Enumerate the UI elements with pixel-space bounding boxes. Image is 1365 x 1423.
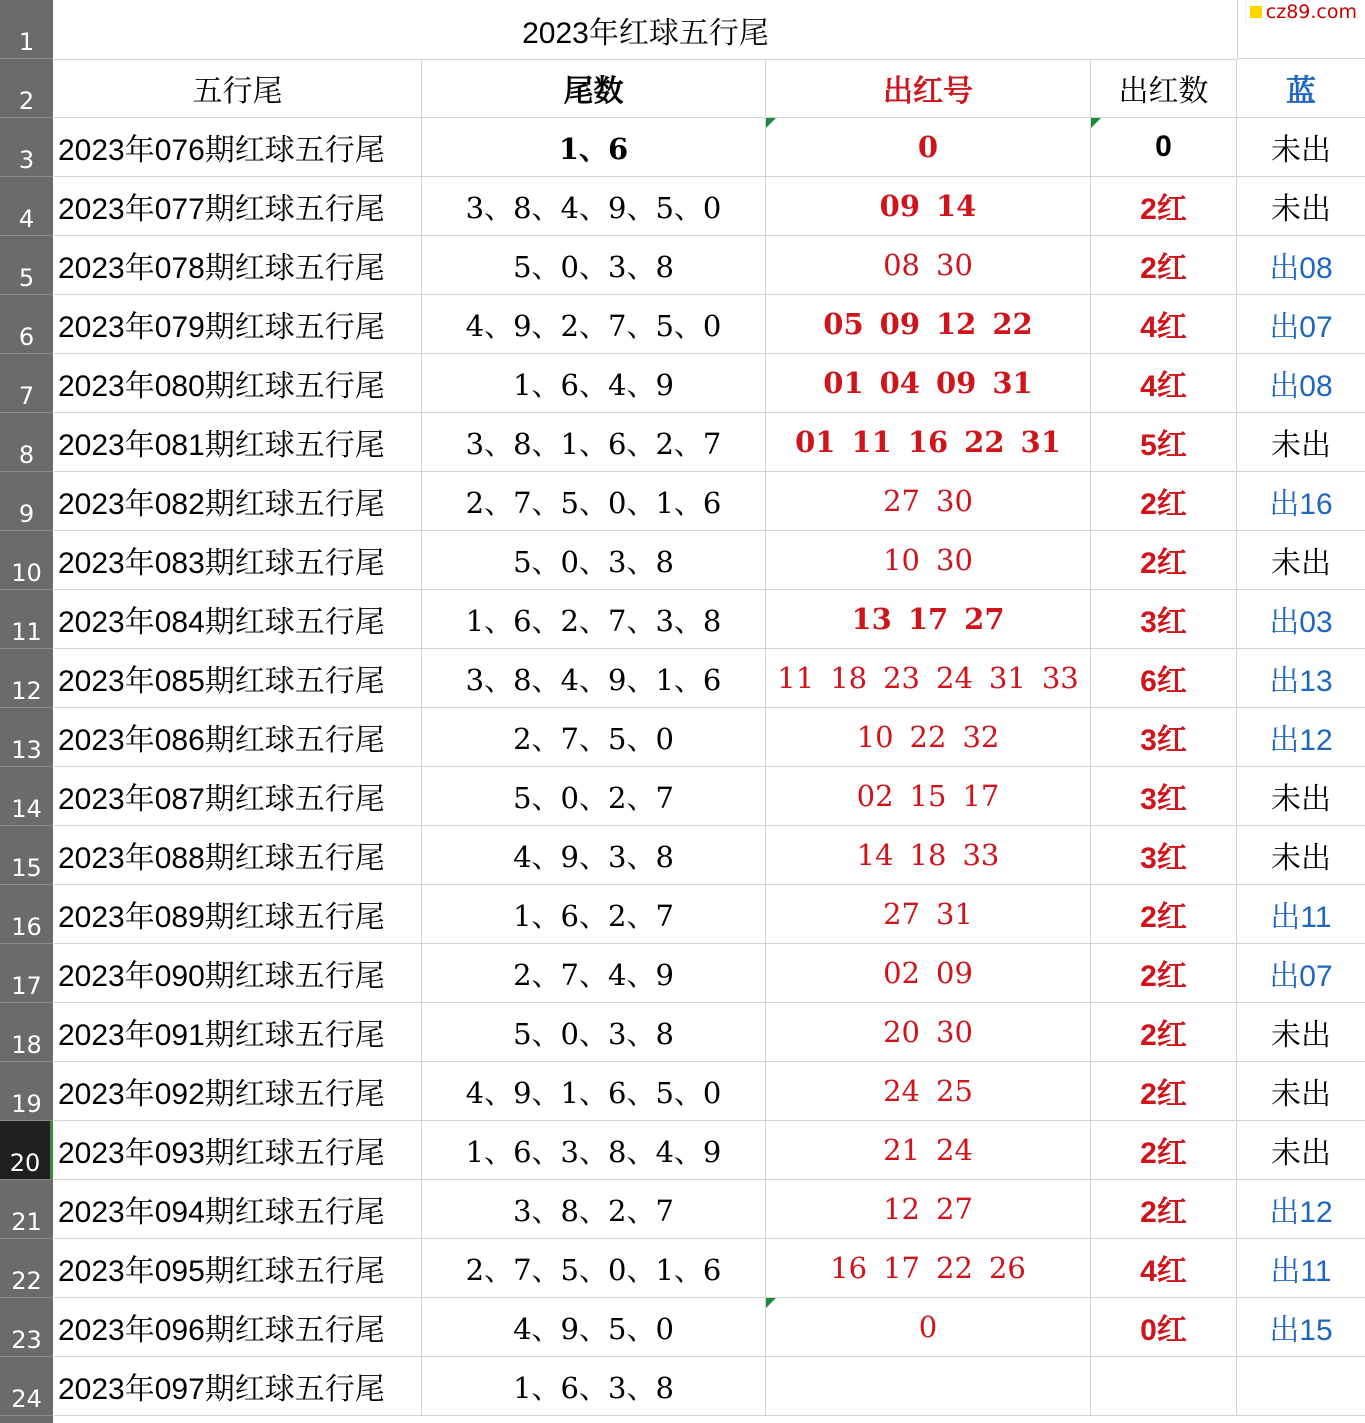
period-cell[interactable]: 2023年085期红球五行尾 — [54, 649, 422, 707]
table-row — [54, 944, 1365, 1003]
red-count-cell[interactable]: 2红 — [1091, 1121, 1237, 1179]
row-number[interactable]: 15 — [0, 826, 53, 885]
period-cell[interactable]: 2023年078期红球五行尾 — [54, 236, 422, 294]
table-row — [54, 118, 1365, 177]
red-count-cell[interactable]: 3红 — [1091, 767, 1237, 825]
period-cell[interactable]: 2023年076期红球五行尾 — [54, 118, 422, 176]
comment-indicator-icon — [766, 1298, 776, 1308]
row-number[interactable]: 4 — [0, 177, 53, 236]
red-count-cell[interactable]: 2红 — [1091, 1180, 1237, 1238]
row-number[interactable]: 19 — [0, 1062, 53, 1121]
blue-cell[interactable]: 未出 — [1271, 134, 1331, 167]
period-cell[interactable]: 2023年083期红球五行尾 — [54, 531, 422, 589]
table-row — [54, 1121, 1365, 1180]
red-numbers-cell[interactable]: 24 25 — [766, 1062, 1091, 1120]
red-numbers-cell[interactable]: 11 18 23 24 31 33 — [766, 649, 1091, 707]
watermark-dot-icon — [1250, 6, 1262, 18]
blue-cell[interactable]: 出08 — [1269, 252, 1333, 285]
blue-cell[interactable]: 未出 — [1271, 429, 1331, 462]
row-number[interactable]: 2 — [0, 59, 53, 118]
red-count-cell[interactable]: 5红 — [1091, 413, 1237, 471]
blue-cell[interactable]: 出11 — [1270, 1255, 1332, 1288]
blue-cell[interactable]: 出07 — [1269, 311, 1333, 344]
tails-cell[interactable]: 2、7、5、0、1、6 — [422, 472, 766, 530]
row-number[interactable]: 16 — [0, 885, 53, 944]
period-cell[interactable]: 2023年093期红球五行尾 — [54, 1121, 422, 1179]
red-count-cell[interactable]: 3红 — [1091, 826, 1237, 884]
tails-cell[interactable]: 1、6、2、7、3、8 — [422, 590, 766, 648]
period-cell[interactable]: 2023年097期红球五行尾 — [54, 1357, 422, 1415]
tails-cell[interactable]: 1、6、3、8、4、9 — [422, 1121, 766, 1179]
comment-indicator-icon — [766, 118, 776, 128]
row-number[interactable]: 22 — [0, 1239, 53, 1298]
row-number[interactable]: 6 — [0, 295, 53, 354]
blue-cell[interactable]: 未出 — [1271, 1078, 1331, 1111]
header-row — [54, 59, 1365, 118]
red-numbers-cell[interactable]: 14 18 33 — [766, 826, 1091, 884]
period-cell[interactable]: 2023年084期红球五行尾 — [54, 590, 422, 648]
tails-cell[interactable]: 4、9、3、8 — [422, 826, 766, 884]
blue-cell[interactable]: 出03 — [1269, 606, 1333, 639]
blue-cell[interactable]: 出12 — [1269, 724, 1333, 757]
table-row — [54, 1180, 1365, 1239]
tails-cell[interactable]: 1、6、2、7 — [422, 885, 766, 943]
red-count-cell[interactable]: 0 — [1091, 118, 1237, 176]
period-cell[interactable]: 2023年077期红球五行尾 — [54, 177, 422, 235]
blue-cell[interactable]: 未出 — [1271, 783, 1331, 816]
period-cell[interactable]: 2023年094期红球五行尾 — [54, 1180, 422, 1238]
table-row — [54, 1003, 1365, 1062]
row-header-column — [0, 0, 53, 1423]
blue-cell[interactable]: 未出 — [1271, 547, 1331, 580]
period-cell[interactable]: 2023年086期红球五行尾 — [54, 708, 422, 766]
row-number[interactable]: 3 — [0, 118, 53, 177]
tails-cell[interactable]: 2、7、5、0、1、6 — [422, 1239, 766, 1297]
tails-cell[interactable]: 1、6、3、8 — [422, 1357, 766, 1415]
period-cell[interactable]: 2023年096期红球五行尾 — [54, 1298, 422, 1356]
red-numbers-cell[interactable]: 02 15 17 — [766, 767, 1091, 825]
red-count-cell[interactable]: 2红 — [1091, 472, 1237, 530]
tails-cell[interactable]: 3、8、2、7 — [422, 1180, 766, 1238]
sheet-title[interactable]: 2023年红球五行尾 — [54, 0, 1237, 60]
red-count-cell[interactable]: 2红 — [1091, 531, 1237, 589]
row-number[interactable]: 1 — [0, 0, 53, 59]
table-row — [54, 531, 1365, 590]
tails-cell[interactable]: 5、0、3、8 — [422, 236, 766, 294]
period-cell[interactable]: 2023年091期红球五行尾 — [54, 1003, 422, 1061]
red-count-cell[interactable]: 2红 — [1091, 1062, 1237, 1120]
period-cell[interactable]: 2023年089期红球五行尾 — [54, 885, 422, 943]
tails-cell[interactable]: 4、9、5、0 — [422, 1298, 766, 1356]
red-count-cell[interactable]: 2红 — [1091, 944, 1237, 1002]
red-numbers-cell[interactable]: 10 22 32 — [766, 708, 1091, 766]
row-number[interactable]: 5 — [0, 236, 53, 295]
row-number[interactable]: 9 — [0, 472, 53, 531]
red-numbers-cell[interactable]: 21 24 — [766, 1121, 1091, 1179]
red-numbers-cell[interactable]: 02 09 — [766, 944, 1091, 1002]
red-count-cell[interactable]: 2红 — [1091, 177, 1237, 235]
red-numbers-cell[interactable] — [766, 1357, 1091, 1415]
table-row — [54, 1239, 1365, 1298]
blue-cell[interactable]: 出07 — [1269, 960, 1333, 993]
red-count-cell[interactable]: 2红 — [1091, 236, 1237, 294]
row-number[interactable]: 7 — [0, 354, 53, 413]
tails-cell[interactable]: 5、0、3、8 — [422, 1003, 766, 1061]
table-row — [54, 354, 1365, 413]
tails-cell[interactable]: 5、0、2、7 — [422, 767, 766, 825]
table-row — [54, 767, 1365, 826]
comment-indicator-icon — [1091, 118, 1101, 128]
blue-cell[interactable]: 出13 — [1269, 665, 1333, 698]
table-row — [54, 236, 1365, 295]
period-cell[interactable]: 2023年092期红球五行尾 — [54, 1062, 422, 1120]
period-cell[interactable]: 2023年087期红球五行尾 — [54, 767, 422, 825]
red-count-cell[interactable]: 4红 — [1091, 295, 1237, 353]
period-cell[interactable]: 2023年088期红球五行尾 — [54, 826, 422, 884]
row-number[interactable]: 17 — [0, 944, 53, 1003]
blue-cell[interactable]: 出11 — [1270, 901, 1332, 934]
row-number[interactable]: 24 — [0, 1357, 53, 1416]
red-numbers-cell[interactable]: 16 17 22 26 — [766, 1239, 1091, 1297]
red-numbers-cell[interactable]: 0 — [766, 1298, 1091, 1356]
red-numbers-cell[interactable]: 20 30 — [766, 1003, 1091, 1061]
red-numbers-cell[interactable]: 01 11 16 22 31 — [766, 413, 1091, 471]
tails-cell[interactable]: 1、6、4、9 — [422, 354, 766, 412]
blue-cell[interactable]: 未出 — [1271, 193, 1331, 226]
site-watermark — [1245, 1, 1363, 23]
row-number[interactable]: 14 — [0, 767, 53, 826]
table-row — [54, 177, 1365, 236]
red-count-cell[interactable]: 2红 — [1091, 1003, 1237, 1061]
red-numbers-cell[interactable]: 27 31 — [766, 885, 1091, 943]
row-number[interactable]: 8 — [0, 413, 53, 472]
table-row — [54, 826, 1365, 885]
red-count-cell[interactable] — [1091, 1357, 1237, 1415]
tails-cell[interactable]: 4、9、1、6、5、0 — [422, 1062, 766, 1120]
header-period[interactable]: 五行尾 — [54, 59, 422, 117]
red-numbers-cell[interactable]: 12 27 — [766, 1180, 1091, 1238]
red-count-cell[interactable]: 6红 — [1091, 649, 1237, 707]
red-count-cell[interactable]: 2红 — [1091, 885, 1237, 943]
table-row — [54, 1357, 1365, 1416]
red-count-cell[interactable]: 3红 — [1091, 708, 1237, 766]
table-row — [54, 1298, 1365, 1357]
row-number[interactable]: 12 — [0, 649, 53, 708]
table-row — [54, 590, 1365, 649]
period-cell[interactable]: 2023年079期红球五行尾 — [54, 295, 422, 353]
red-numbers-cell[interactable]: 27 30 — [766, 472, 1091, 530]
red-numbers-cell[interactable]: 09 14 — [766, 177, 1091, 235]
tails-cell[interactable]: 1、6 — [422, 118, 766, 176]
tails-cell[interactable]: 3、8、4、9、1、6 — [422, 649, 766, 707]
table-row — [54, 885, 1365, 944]
red-numbers-cell[interactable]: 10 30 — [766, 531, 1091, 589]
red-numbers-cell[interactable]: 13 17 27 — [766, 590, 1091, 648]
header-tails[interactable]: 尾数 — [422, 59, 766, 117]
blue-cell[interactable]: 未出 — [1271, 1137, 1331, 1170]
header-red-numbers[interactable]: 出红号 — [766, 59, 1091, 117]
red-numbers-cell[interactable]: 01 04 09 31 — [766, 354, 1091, 412]
blue-cell[interactable]: 出16 — [1269, 488, 1333, 521]
red-numbers-cell[interactable]: 08 30 — [766, 236, 1091, 294]
row-number[interactable]: 13 — [0, 708, 53, 767]
row-number[interactable]: 10 — [0, 531, 53, 590]
table-row — [54, 472, 1365, 531]
blue-cell[interactable]: 出08 — [1269, 370, 1333, 403]
tails-cell[interactable]: 4、9、2、7、5、0 — [422, 295, 766, 353]
tails-cell[interactable]: 3、8、1、6、2、7 — [422, 413, 766, 471]
table-row — [54, 1062, 1365, 1121]
row-number[interactable]: 21 — [0, 1180, 53, 1239]
red-count-cell[interactable]: 4红 — [1091, 1239, 1237, 1297]
table-row — [54, 649, 1365, 708]
blue-cell[interactable]: 出15 — [1269, 1314, 1333, 1347]
red-count-cell[interactable]: 3红 — [1091, 590, 1237, 648]
red-count-cell[interactable]: 0红 — [1091, 1298, 1237, 1356]
blue-cell[interactable]: 未出 — [1271, 1019, 1331, 1052]
red-numbers-cell[interactable]: 0 — [766, 118, 1091, 176]
row-number[interactable]: 23 — [0, 1298, 53, 1357]
period-cell[interactable]: 2023年080期红球五行尾 — [54, 354, 422, 412]
watermark-text: cz89.com — [1265, 1, 1357, 23]
header-blue[interactable]: 蓝 — [1286, 75, 1316, 108]
row-number[interactable]: 11 — [0, 590, 53, 649]
row-number[interactable]: 18 — [0, 1003, 53, 1062]
period-cell[interactable]: 2023年081期红球五行尾 — [54, 413, 422, 471]
tails-cell[interactable]: 2、7、5、0 — [422, 708, 766, 766]
blue-cell[interactable]: 出12 — [1269, 1196, 1333, 1229]
red-count-cell[interactable]: 4红 — [1091, 354, 1237, 412]
header-red-count[interactable]: 出红数 — [1091, 59, 1237, 117]
red-numbers-cell[interactable]: 05 09 12 22 — [766, 295, 1091, 353]
tails-cell[interactable]: 2、7、4、9 — [422, 944, 766, 1002]
period-cell[interactable]: 2023年090期红球五行尾 — [54, 944, 422, 1002]
period-cell[interactable]: 2023年095期红球五行尾 — [54, 1239, 422, 1297]
period-cell[interactable]: 2023年082期红球五行尾 — [54, 472, 422, 530]
blue-cell[interactable] — [1237, 1357, 1365, 1415]
blue-cell[interactable]: 未出 — [1271, 842, 1331, 875]
table-row — [54, 295, 1365, 354]
tails-cell[interactable]: 3、8、4、9、5、0 — [422, 177, 766, 235]
table-row — [54, 413, 1365, 472]
tails-cell[interactable]: 5、0、3、8 — [422, 531, 766, 589]
table-row — [54, 708, 1365, 767]
row-number[interactable]: 20 — [0, 1121, 53, 1180]
